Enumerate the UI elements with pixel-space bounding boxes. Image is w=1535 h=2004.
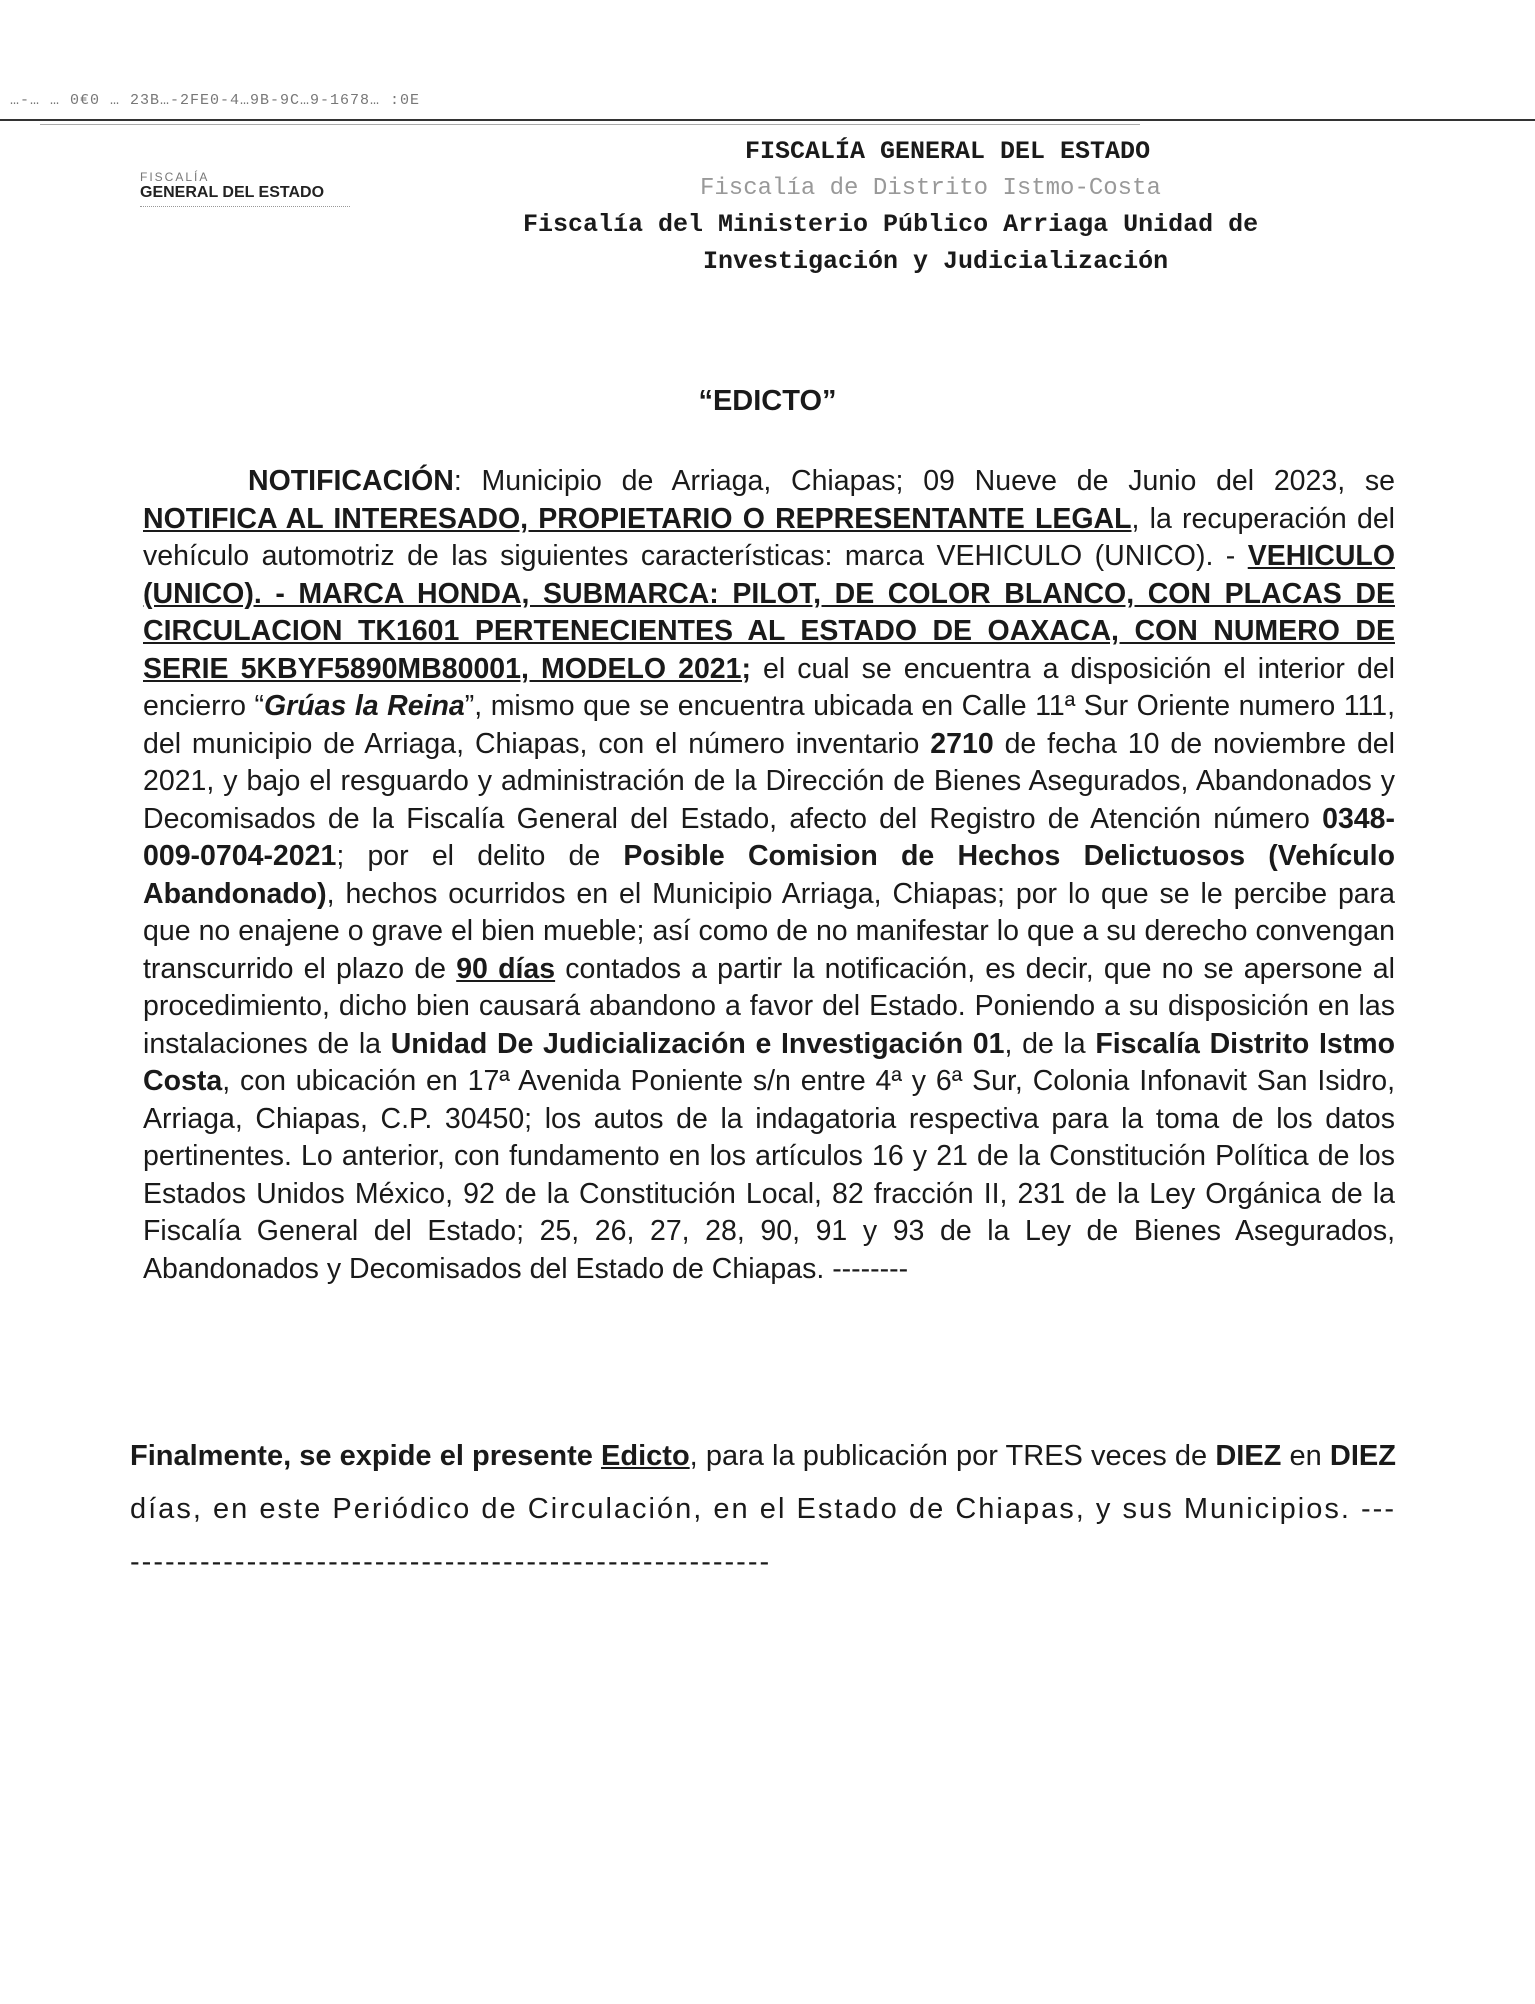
diez-word: DIEZ: [1215, 1440, 1282, 1472]
final-paragraph: [130, 1430, 1396, 1589]
logo-main-text: GENERAL DEL ESTADO: [140, 184, 325, 201]
notificacion-label: NOTIFICACIÓN: [248, 465, 454, 497]
deadline-days: 90 días: [456, 952, 556, 985]
inventory-number: 2710: [930, 727, 994, 760]
registration-number: 0348-009-0704-2021: [143, 802, 1395, 872]
unit-name: Unidad De Judicialización e Investigación 01: [390, 1027, 1005, 1060]
vehicle-description: VEHICULO (UNICO). - MARCA HONDA, SUBMARCA: PILOT, DE COLOR BLANCO, CON PLACAS DE CIRCULACION TK1601 PERTENECIENTES AL ESTADO DE OAXACA, CON NUMERO DE SERIE 5KBYF5890MB80001, MODELO 2021;: [143, 540, 1395, 685]
diez-word: DIEZ: [1329, 1440, 1396, 1472]
fiscalia-name: Fiscalía Distrito Istmo Costa: [143, 1027, 1396, 1097]
body-text: ; por el delito de: [336, 840, 624, 872]
header-line-3: Fiscalía del Ministerio Público Arriaga Unidad de: [523, 210, 1259, 239]
notifica-underlined: NOTIFICA AL INTERESADO, PROPIETARIO O REPRESENTANTE LEGAL: [143, 502, 1132, 535]
agency-logo: [140, 170, 370, 207]
scan-id-text: …-… … 0€0 … 23B…-2FE0-4…9B-9C…9-1678… :0E: [10, 92, 421, 109]
body-text: : Municipio de Arriaga, Chiapas; 09 Nueve de Junio del 2023, se: [453, 465, 1395, 497]
gruas-name: Grúas la Reina: [263, 690, 465, 722]
header-rule: [0, 119, 1535, 121]
body-text: , con ubicación en 17ª Avenida Poniente s/n entre 4ª y 6ª Sur, Colonia Infonavit San Isidro, Arriaga, Chiapas, C.P. 30450; los autos de la indagatoria respectiva para la toma de los datos pertinentes. Lo anterior, con fundamento en los artículos 16 y 21 de la Constitución Política de los Estados Unidos México, 92 de la Constitución Local, 82 fracción II, 231 de la Ley Orgánica de la Fiscalía General del Estado; 25, 26, 27, 28, 90, 91 y 93 de la Ley de Bienes Asegurados, Abandonados y Decomisados del Estado de Chiapas. --------: [143, 1065, 1395, 1285]
header-line-4: Investigación y Judicialización: [703, 247, 1169, 276]
body-text: , la recuperación del vehículo automotriz de las siguientes características: marca VEHICULO (UNICO). -: [143, 502, 1395, 572]
document-title: “EDICTO”: [698, 385, 837, 417]
logo-underline: [140, 206, 350, 207]
final-text: en: [1281, 1440, 1330, 1472]
body-text: el cual se encuentra a disposición el interior del encierro “: [143, 652, 1395, 722]
logo-small-text: FISCALÍA: [140, 170, 210, 184]
notification-paragraph: [143, 463, 1395, 1288]
header-line-1: FISCALÍA GENERAL DEL ESTADO: [745, 137, 1151, 166]
final-text: días, en este Periódico de Circulación, en el Estado de Chiapas, y sus Municipios. ----------------------------------------------------------: [130, 1493, 1396, 1578]
final-intro: Finalmente, se expide el presente: [130, 1440, 602, 1472]
body-text: ”, mismo que se encuentra ubicada en Calle 11ª Sur Oriente numero 111, del municipio de Arriaga, Chiapas, con el número inventario: [143, 690, 1395, 760]
final-text: , para la publicación por TRES veces de: [689, 1440, 1216, 1472]
body-text: , hechos ocurridos en el Municipio Arriaga, Chiapas; por lo que se le percibe para que no enajene o grave el bien mueble; así como de no manifestar lo que a su derecho convengan transcurrido el plazo de: [143, 877, 1395, 985]
header-line-2: Fiscalía de Distrito Istmo-Costa: [700, 175, 1161, 202]
final-paragraph-block: [130, 1430, 1396, 1589]
notification-body: [143, 463, 1395, 1288]
offense-name: Posible Comision de Hechos Delictuosos (Vehículo Abandonado): [143, 840, 1396, 910]
header-rule-secondary: [40, 124, 1140, 125]
body-text: , de la: [1004, 1027, 1096, 1060]
body-text: de fecha 10 de noviembre del 2021, y bajo el resguardo y administración de la Dirección de Bienes Asegurados, Abandonados y Decomisados de la Fiscalía General del Estado, afecto del Registro de Atención número: [143, 727, 1395, 835]
edicto-word: Edicto: [601, 1440, 690, 1472]
body-text: contados a partir la notificación, es decir, que no se apersone al procedimiento, dicho bien causará abandono a favor del Estado. Poniendo a su disposición en las instalaciones de la: [143, 952, 1395, 1060]
